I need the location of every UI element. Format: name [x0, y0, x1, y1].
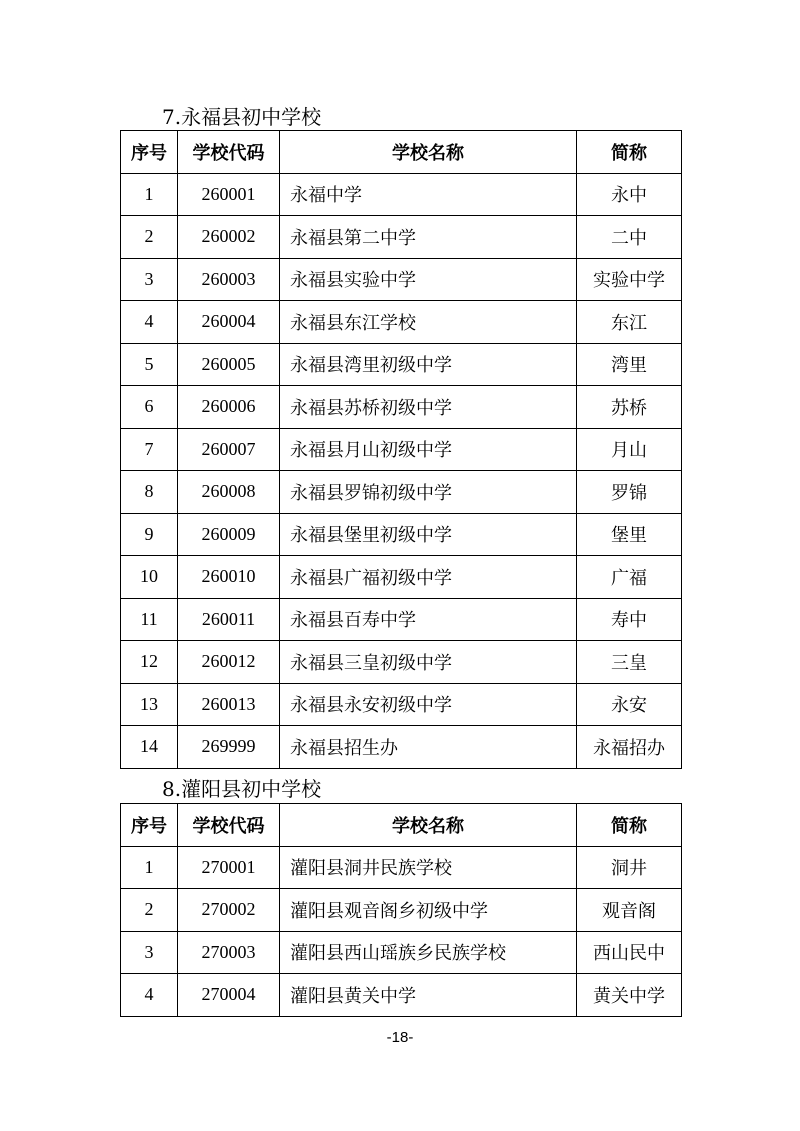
school-code: 260008 [178, 471, 280, 514]
row-index: 3 [121, 931, 178, 974]
section-title: 7.永福县初中学校 [162, 105, 322, 129]
school-name: 永福县广福初级中学 [280, 556, 577, 599]
table-row [121, 258, 682, 301]
section-title: 8.灌阳县初中学校 [162, 777, 322, 801]
table-row [121, 301, 682, 344]
table-row [121, 428, 682, 471]
table-row [121, 974, 682, 1017]
table-row [121, 846, 682, 889]
school-code: 260012 [178, 641, 280, 684]
school-code: 260003 [178, 258, 280, 301]
school-name: 永福县月山初级中学 [280, 428, 577, 471]
school-table [120, 130, 682, 769]
school-name: 永福县三皇初级中学 [280, 641, 577, 684]
table-row [121, 471, 682, 514]
school-abbreviation: 湾里 [577, 343, 682, 386]
school-name: 灌阳县西山瑶族乡民族学校 [280, 931, 577, 974]
school-name: 灌阳县黄关中学 [280, 974, 577, 1017]
school-code: 270001 [178, 846, 280, 889]
school-name: 永福县招生办 [280, 726, 577, 769]
header-abbreviation: 简称 [577, 131, 682, 174]
table-row [121, 889, 682, 932]
school-abbreviation: 洞井 [577, 846, 682, 889]
school-name: 永福县百寿中学 [280, 598, 577, 641]
school-abbreviation: 永福招办 [577, 726, 682, 769]
school-abbreviation: 永安 [577, 683, 682, 726]
school-code: 260013 [178, 683, 280, 726]
school-abbreviation: 二中 [577, 216, 682, 259]
school-name: 灌阳县洞井民族学校 [280, 846, 577, 889]
school-code: 260011 [178, 598, 280, 641]
school-code: 260007 [178, 428, 280, 471]
school-name: 永福县永安初级中学 [280, 683, 577, 726]
table-row [121, 683, 682, 726]
table-row [121, 641, 682, 684]
school-abbreviation: 观音阁 [577, 889, 682, 932]
school-name: 永福中学 [280, 173, 577, 216]
school-code: 260004 [178, 301, 280, 344]
row-index: 11 [121, 598, 178, 641]
school-code: 260005 [178, 343, 280, 386]
school-code: 260009 [178, 513, 280, 556]
row-index: 6 [121, 386, 178, 429]
school-abbreviation: 月山 [577, 428, 682, 471]
school-name: 灌阳县观音阁乡初级中学 [280, 889, 577, 932]
table-row [121, 556, 682, 599]
header-school-code: 学校代码 [178, 804, 280, 847]
row-index: 4 [121, 974, 178, 1017]
row-index: 14 [121, 726, 178, 769]
school-abbreviation: 广福 [577, 556, 682, 599]
school-abbreviation: 实验中学 [577, 258, 682, 301]
row-index: 4 [121, 301, 178, 344]
header-school-code: 学校代码 [178, 131, 280, 174]
row-index: 7 [121, 428, 178, 471]
school-code: 260001 [178, 173, 280, 216]
school-abbreviation: 寿中 [577, 598, 682, 641]
school-abbreviation: 罗锦 [577, 471, 682, 514]
table-header-row [121, 131, 682, 174]
school-abbreviation: 苏桥 [577, 386, 682, 429]
row-index: 13 [121, 683, 178, 726]
table-row [121, 173, 682, 216]
school-code: 260010 [178, 556, 280, 599]
school-name: 永福县堡里初级中学 [280, 513, 577, 556]
table-header-row [121, 804, 682, 847]
school-name: 永福县东江学校 [280, 301, 577, 344]
table-row [121, 598, 682, 641]
row-index: 2 [121, 889, 178, 932]
school-abbreviation: 东江 [577, 301, 682, 344]
table-row [121, 513, 682, 556]
header-abbreviation: 简称 [577, 804, 682, 847]
table-row [121, 931, 682, 974]
school-table [120, 803, 682, 1017]
school-abbreviation: 堡里 [577, 513, 682, 556]
school-code: 260006 [178, 386, 280, 429]
school-abbreviation: 永中 [577, 173, 682, 216]
school-name: 永福县湾里初级中学 [280, 343, 577, 386]
header-school-name: 学校名称 [280, 804, 577, 847]
row-index: 2 [121, 216, 178, 259]
row-index: 1 [121, 846, 178, 889]
row-index: 1 [121, 173, 178, 216]
school-name: 永福县第二中学 [280, 216, 577, 259]
table-row [121, 386, 682, 429]
row-index: 12 [121, 641, 178, 684]
school-code: 270003 [178, 931, 280, 974]
school-abbreviation: 黄关中学 [577, 974, 682, 1017]
school-abbreviation: 三皇 [577, 641, 682, 684]
table-row [121, 343, 682, 386]
header-school-name: 学校名称 [280, 131, 577, 174]
school-code: 269999 [178, 726, 280, 769]
school-name: 永福县实验中学 [280, 258, 577, 301]
header-index: 序号 [121, 804, 178, 847]
header-index: 序号 [121, 131, 178, 174]
table-row [121, 726, 682, 769]
school-name: 永福县罗锦初级中学 [280, 471, 577, 514]
row-index: 10 [121, 556, 178, 599]
row-index: 8 [121, 471, 178, 514]
school-code: 270004 [178, 974, 280, 1017]
school-code: 260002 [178, 216, 280, 259]
row-index: 3 [121, 258, 178, 301]
page-number: -18- [386, 1029, 414, 1046]
school-name: 永福县苏桥初级中学 [280, 386, 577, 429]
school-code: 270002 [178, 889, 280, 932]
row-index: 9 [121, 513, 178, 556]
school-abbreviation: 西山民中 [577, 931, 682, 974]
table-row [121, 216, 682, 259]
row-index: 5 [121, 343, 178, 386]
